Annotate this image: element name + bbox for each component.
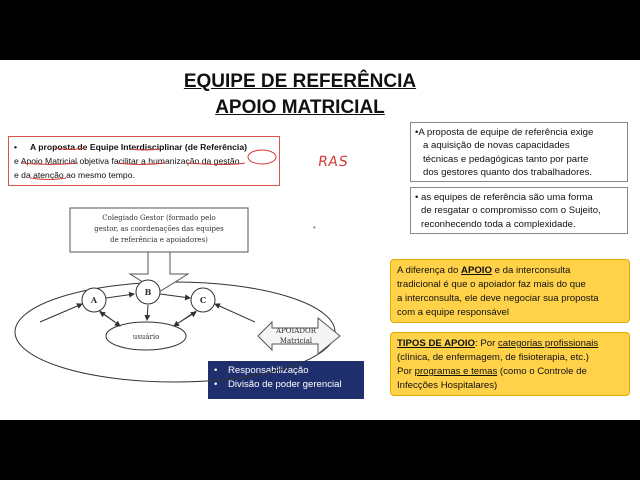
node-b-label: B	[144, 287, 152, 297]
ybox2-line2: (clínica, de enfermagem, de fisioterapia, etc.)	[397, 352, 589, 363]
colegiado-line1: Colegiado Gestor (formado pelo	[102, 214, 216, 222]
intro-line3: e da atenção ao mesmo tempo.	[14, 170, 135, 180]
ybox2-programas: programas e temas	[414, 366, 498, 377]
colegiado-line3: de referência e apoiadores)	[110, 236, 208, 244]
slide-title-line1: EQUIPE DE REFERÊNCIA	[183, 71, 417, 92]
ybox1-apoio: APOIO	[461, 265, 492, 276]
team-diagram	[0, 60, 640, 420]
rbox1-line1: •A proposta de equipe de referência exige	[415, 127, 594, 138]
ybox2-line4: Infecções Hospitalares)	[397, 380, 498, 391]
rbox1-line3: técnicas e pedagógicas tanto por parte	[423, 153, 589, 165]
ybox1-line1-a: A diferença do	[397, 265, 462, 276]
rbox2-line3: reconhecendo toda a complexidade.	[421, 218, 576, 230]
ras-annotation: RAS	[316, 154, 350, 170]
ybox1-line2: tradicional é que o apoiador faz mais do que	[397, 279, 586, 290]
arrow-outer-to-a	[40, 304, 82, 322]
intro-line1-text: A proposta de Equipe Interdisciplinar (de Referência)	[30, 142, 247, 152]
ybox1-line3: a interconsulta, ele deve negociar sua proposta	[397, 293, 599, 304]
apoiador-line1: APOIADOR	[276, 327, 316, 335]
ybox2-tipos: TIPOS DE APOIO	[397, 338, 476, 349]
rbox2-line1: • as equipes de referência são uma forma	[415, 192, 593, 203]
navy-bullet1: •	[214, 365, 218, 376]
ybox2-line3-c: (como o Controle de	[497, 366, 587, 377]
node-a-label: A	[90, 295, 98, 305]
intro-line2: e Apoio Matricial objetiva facilitar a humanização da gestão	[14, 156, 240, 166]
arrow-b-usuario	[147, 305, 148, 320]
stray-mark: *	[313, 226, 316, 233]
ybox2-line1-b: : Por	[475, 338, 498, 349]
ybox1-line4: com a equipe responsável	[397, 307, 509, 318]
arrow-outer-to-c	[215, 304, 255, 322]
navy-item1-text: Responsabilização	[228, 365, 309, 376]
ybox2-line3-a: Por	[397, 366, 415, 377]
intro-bullet: •	[14, 142, 18, 152]
apoiador-line2: Matricial	[279, 337, 313, 345]
arrow-usuario-a	[100, 312, 115, 322]
arrow-usuario-c	[180, 312, 196, 322]
rbox1-line2: a aquisição de novas capacidades	[423, 140, 570, 152]
slide	[0, 60, 640, 420]
rbox1-line4: dos gestores quanto dos trabalhadores.	[423, 166, 593, 178]
apoiador-arrow	[258, 318, 340, 354]
ybox1-line1-c: e da interconsulta	[491, 265, 571, 276]
slide-title-line2: APOIO MATRICIAL	[215, 97, 385, 118]
colegiado-line2: gestor, as coordenações das equipes	[94, 225, 224, 233]
navy-bullet2: •	[214, 379, 218, 390]
arrow-a-b	[106, 294, 134, 298]
rbox2-line2: de resgatar o compromisso com o Sujeito,	[421, 205, 601, 217]
usuario-label: usuário	[132, 333, 160, 341]
ybox2-categorias: categorias profissionais	[497, 338, 599, 349]
node-c-label: C	[199, 295, 207, 305]
navy-item2-text: Divisão de poder gerencial	[228, 379, 342, 390]
arrow-b-c	[160, 294, 190, 298]
